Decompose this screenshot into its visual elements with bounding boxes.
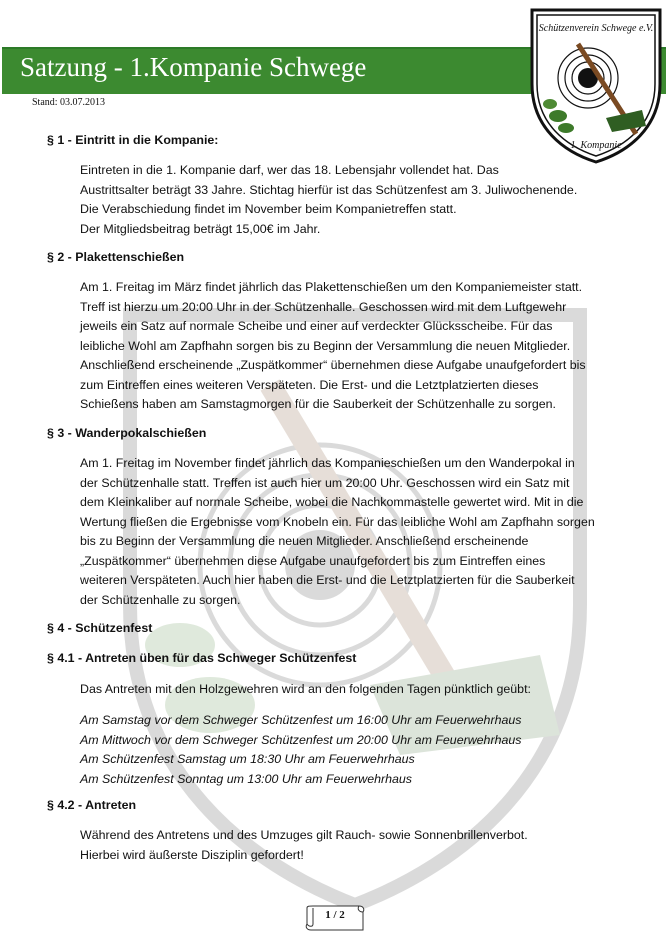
section-3-heading: § 3 - Wanderpokalschießen — [47, 426, 207, 440]
logo-bottom-text: 1. Kompanie — [570, 140, 622, 151]
text-line: Schießens haben am Samstagmorgen für die Sauberkeit der Schützenhalle zu sorgen. — [80, 397, 556, 411]
section-2-text — [80, 278, 600, 415]
section-4-1-heading: § 4.1 - Antreten üben für das Schweger Schützenfest — [47, 651, 357, 665]
date-line: Am Schützenfest Sonntag um 13:00 Uhr am Feuerwehrhaus — [80, 771, 412, 786]
logo-top-text: Schützenverein Schwege e.V. — [538, 23, 654, 34]
page-title: Satzung - 1.Kompanie Schwege — [20, 52, 367, 82]
section-2-heading: § 2 - Plakettenschießen — [47, 250, 185, 264]
section-4-1-dates — [80, 711, 600, 789]
text-line: Anschließend erscheinende „Zuspätkommer“ übernehmen diese Aufgabe unaufgefordert bis — [80, 358, 586, 372]
text-line: der Schützenhalle statt. Treffen ist auch hier um 20:00 Uhr. Geschossen wird ein Satz mit — [80, 475, 570, 490]
page-number: 1 / 2 — [325, 909, 345, 921]
text-line: bis zu Beginn der Versammlung die neuen Mitglieder. Anschließend erscheinende — [80, 534, 529, 548]
text-line: jeweils ein Satz auf normale Scheibe und einer auf verdeckter Glücksscheibe. Für das — [80, 319, 553, 333]
text-line: Am 1. Freitag im März findet jährlich das Plakettenschießen um den Kompaniemeister statt. — [80, 280, 583, 294]
date-line: Am Samstag vor dem Schweger Schützenfest um 16:00 Uhr am Feuerwehrhaus — [80, 713, 522, 727]
text-line: dem Kleinkaliber auf normale Scheibe, wobei die Nachkommastelle gewertet wird. Mit in die — [80, 495, 584, 509]
date-line: Am Schützenfest Samstag um 18:30 Uhr am Feuerwehrhaus — [80, 752, 415, 766]
section-1-text — [80, 161, 600, 239]
section-4-heading: § 4 - Schützenfest — [47, 621, 153, 635]
text-line: Austrittsalter beträgt 33 Jahre. Stichtag hierfür ist das Schützenfest am 3. Juliwochenende. — [80, 182, 578, 197]
text-line: Während des Antretens und des Umzuges gilt Rauch- sowie Sonnenbrillenverbot. — [80, 828, 528, 842]
text-line: Hierbei wird äußerste Disziplin gefordert! — [80, 847, 304, 862]
text-line: zum Eintreffen eines weiteren Verspäteten. Die Erst- und die Letztplatzierten dieses — [80, 377, 539, 392]
section-3-text — [80, 454, 600, 610]
text-line: Wertung fließen die Ergebnisse vom Knobeln ein. Für das leibliche Wohl am Zapfhahn sorgen — [80, 514, 595, 529]
text-line: Das Antreten mit den Holzgewehren wird an den folgenden Tagen pünktlich geübt: — [80, 682, 531, 696]
text-line: Treff ist hierzu um 20:00 Uhr in der Schützenhalle. Geschossen wird mit dem Luftgewehr — [80, 299, 567, 314]
text-line: Am 1. Freitag im November findet jährlich das Kompanieschießen um den Wanderpokal in — [80, 456, 575, 470]
section-4-1-intro — [80, 680, 600, 700]
text-line: Eintreten in die 1. Kompanie darf, wer das 18. Lebensjahr vollendet hat. Das — [80, 163, 499, 177]
text-line: leibliche Wohl am Zapfhahn sorgen bis zu Beginn der Versammlung die neuen Mitglieder. — [80, 338, 571, 353]
date-line: Am Mittwoch vor dem Schweger Schützenfest um 20:00 Uhr am Feuerwehrhaus — [80, 732, 522, 747]
text-line: Der Mitgliedsbeitrag beträgt 15,00€ im Jahr. — [80, 221, 321, 236]
text-line: Die Verabschiedung findet im November beim Kompanietreffen statt. — [80, 202, 457, 216]
text-line: der Schützenhalle zu sorgen. — [80, 592, 241, 607]
section-4-2-text — [80, 826, 600, 865]
stand-date: Stand: 03.07.2013 — [32, 97, 106, 108]
text-line: „Zuspätkommer“ übernehmen diese Aufgabe unaufgefordert bis zum Eintreffen eines — [80, 553, 546, 568]
section-1-heading: § 1 - Eintritt in die Kompanie: — [47, 133, 219, 147]
section-4-2-heading: § 4.2 - Antreten — [47, 798, 137, 812]
text-line: weiteren Verspäteten. Auch hier haben die Erst- und die Letztplatzierten für die Sauberkeit — [80, 573, 575, 587]
